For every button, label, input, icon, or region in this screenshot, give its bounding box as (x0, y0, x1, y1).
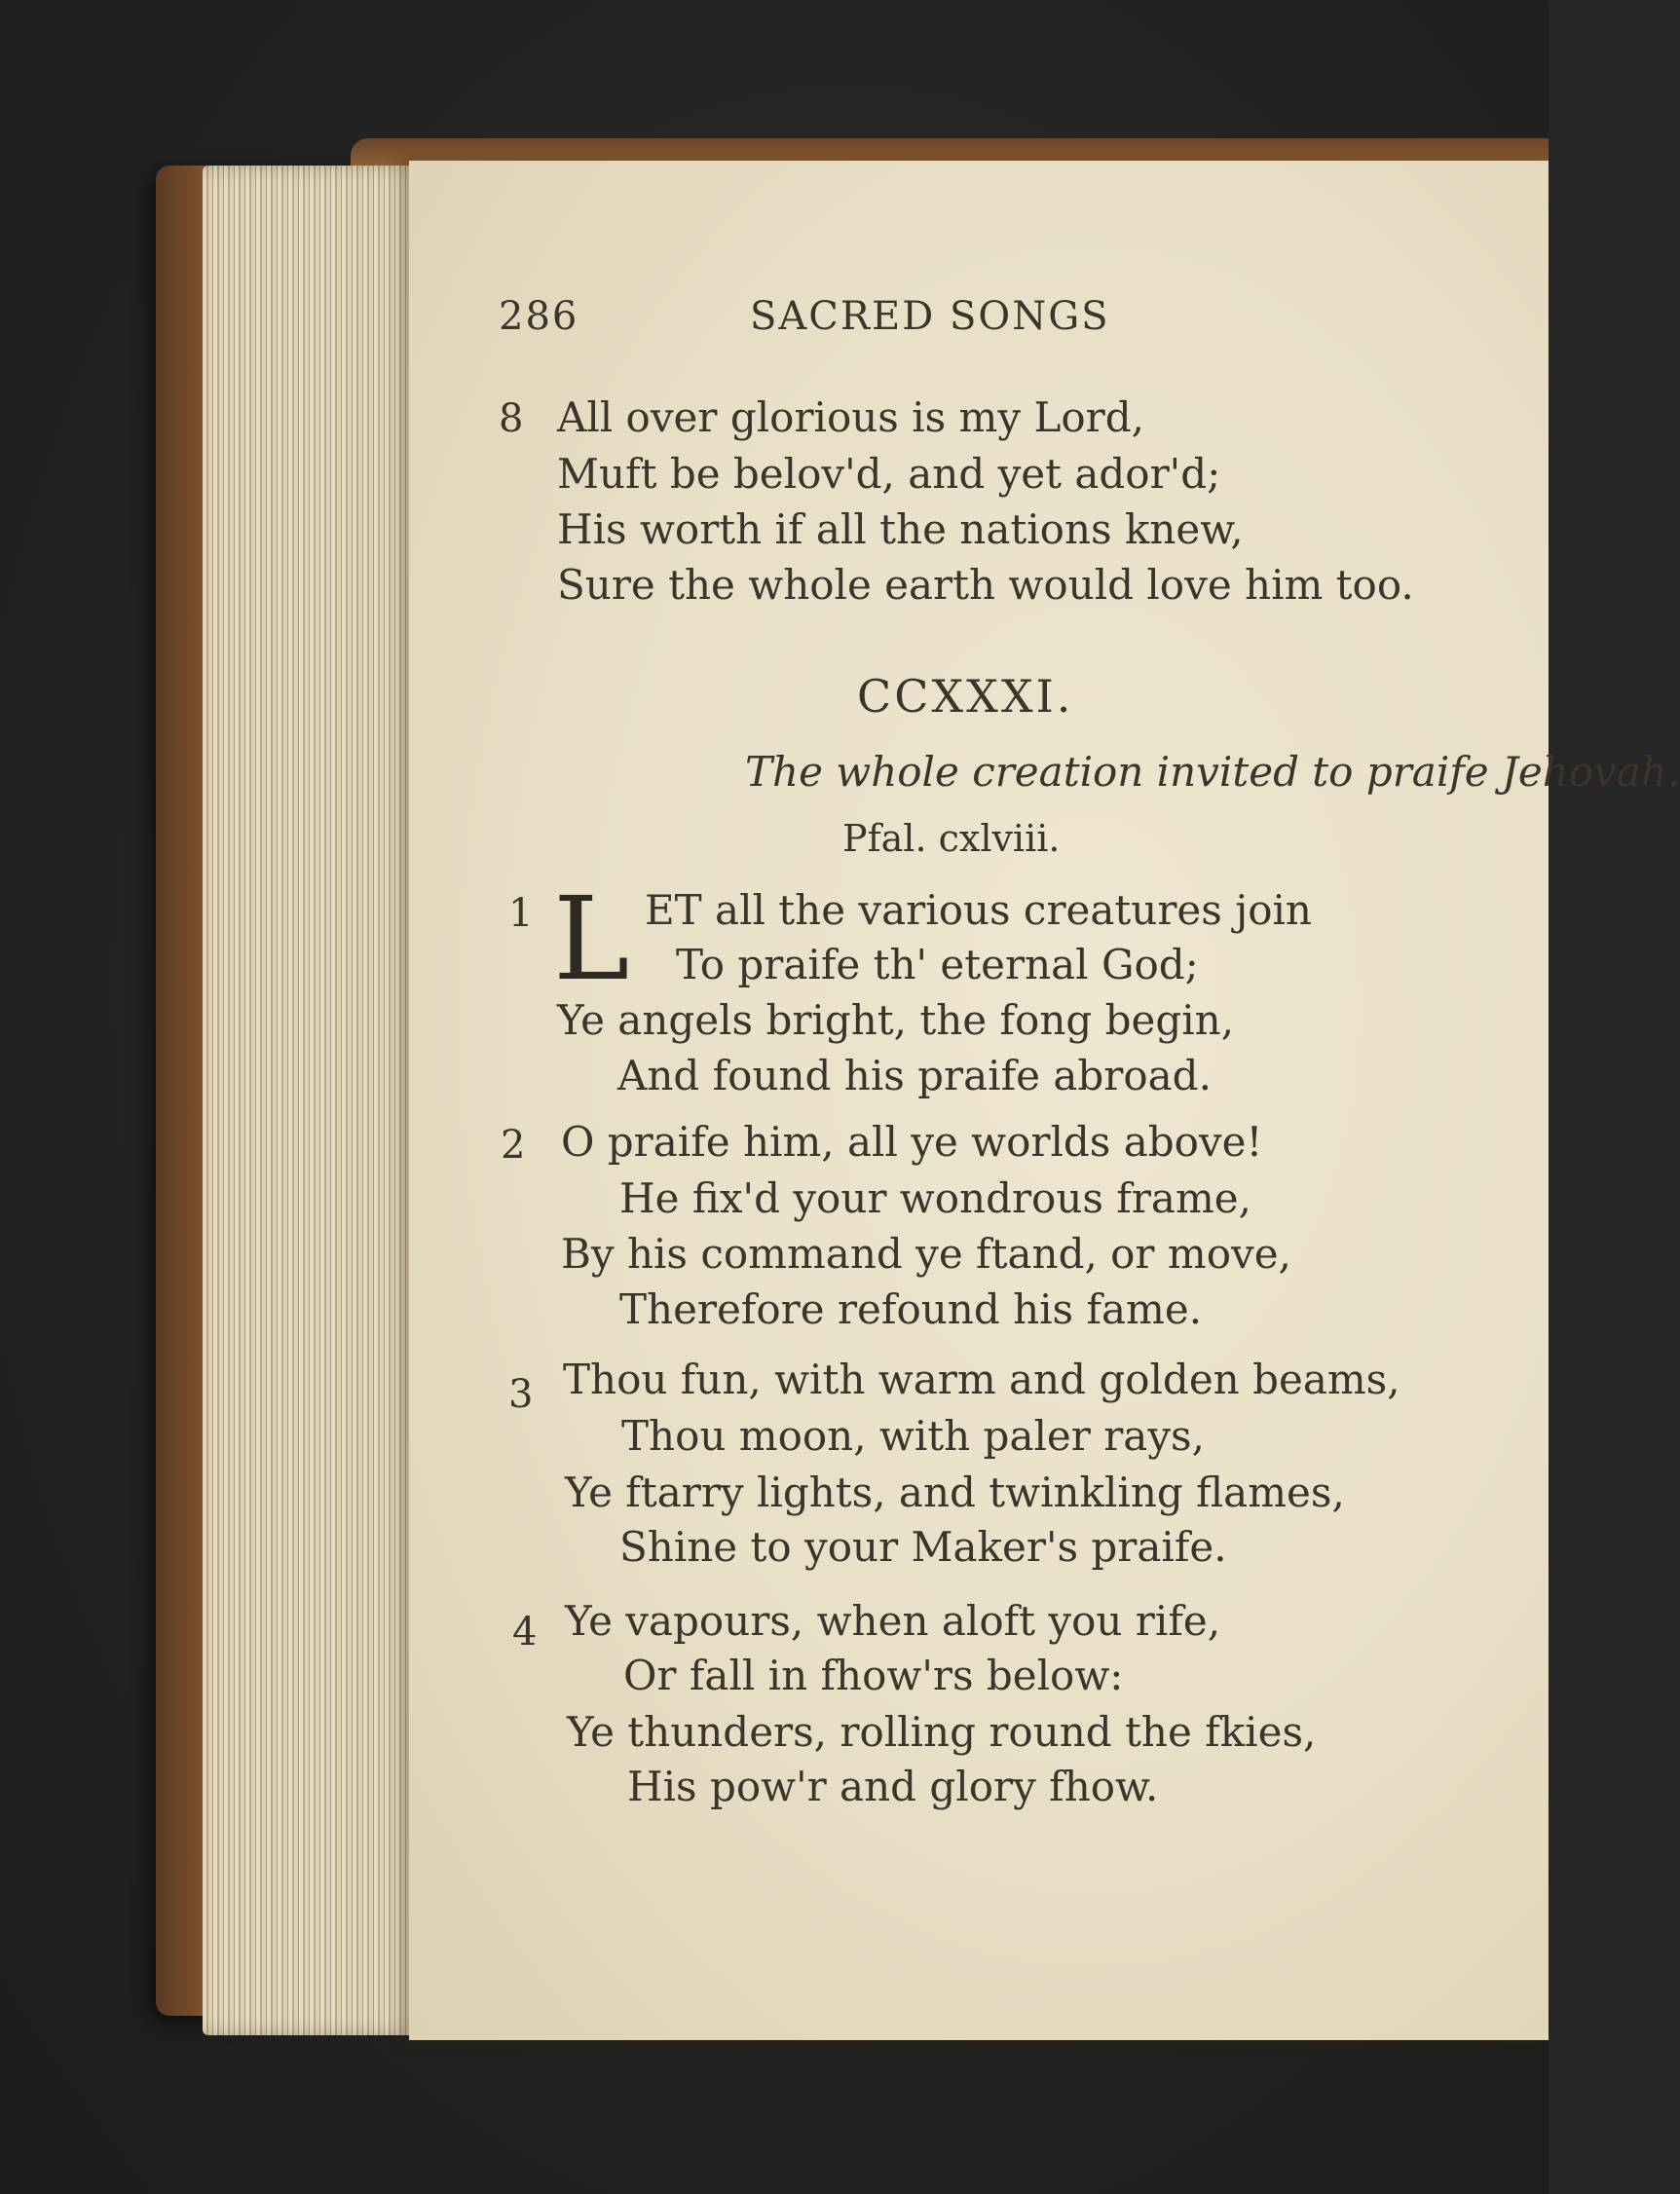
verse-line: Ye vapours, when aloft you rife, (565, 1597, 1221, 1645)
verse-number: 2 (501, 1123, 526, 1168)
verse-line: He fix'd your wondrous frame, (619, 1174, 1251, 1222)
verse-number: 3 (508, 1372, 534, 1417)
verse-number: 8 (499, 396, 524, 441)
page-number: 286 (499, 294, 579, 339)
psalm-reference: Pfal. cxlviii. (842, 817, 1061, 860)
verse-line: ET all the various creatures join (645, 886, 1312, 934)
verse-line: And found his praife abroad. (617, 1052, 1212, 1099)
page-edges (203, 166, 436, 2035)
verse-line: Ye thunders, rolling round the fkies, (567, 1708, 1317, 1756)
hymn-number: CCXXXI. (857, 670, 1074, 723)
running-head: SACRED SONGS (750, 294, 1110, 339)
drop-cap: L (553, 872, 630, 1006)
verse-line: Sure the whole earth would love him too. (557, 561, 1414, 609)
verse-line: Muft be belov'd, and yet ador'd; (557, 450, 1221, 498)
verse-number: 1 (508, 891, 534, 936)
verse-line: His worth if all the nations knew, (557, 505, 1244, 553)
verse-line: Thou moon, with paler rays, (621, 1412, 1205, 1460)
verse-line: Therefore refound his fame. (619, 1285, 1203, 1333)
verse-line: Ye ftarry lights, and twinkling flames, (565, 1469, 1345, 1516)
verse-line: His pow'r and glory fhow. (627, 1763, 1159, 1810)
verse-line: Ye angels bright, the fong begin, (557, 996, 1235, 1044)
verse-number: 4 (512, 1610, 538, 1655)
verse-line: Or fall in fhow'rs below: (623, 1652, 1124, 1699)
verse-line: To praife th' eternal God; (676, 941, 1199, 988)
verse-line: By his command ye ftand, or move, (561, 1230, 1291, 1278)
verse-line: Thou fun, with warm and golden beams, (563, 1356, 1400, 1403)
verse-line: Shine to your Maker's praife. (619, 1523, 1227, 1571)
verse-line: O praife him, all ye worlds above! (561, 1118, 1263, 1166)
book-page (409, 161, 1549, 2040)
verse-line: All over glorious is my Lord, (557, 393, 1144, 441)
hymn-title: The whole creation invited to praife Jehovah. (745, 748, 1680, 796)
